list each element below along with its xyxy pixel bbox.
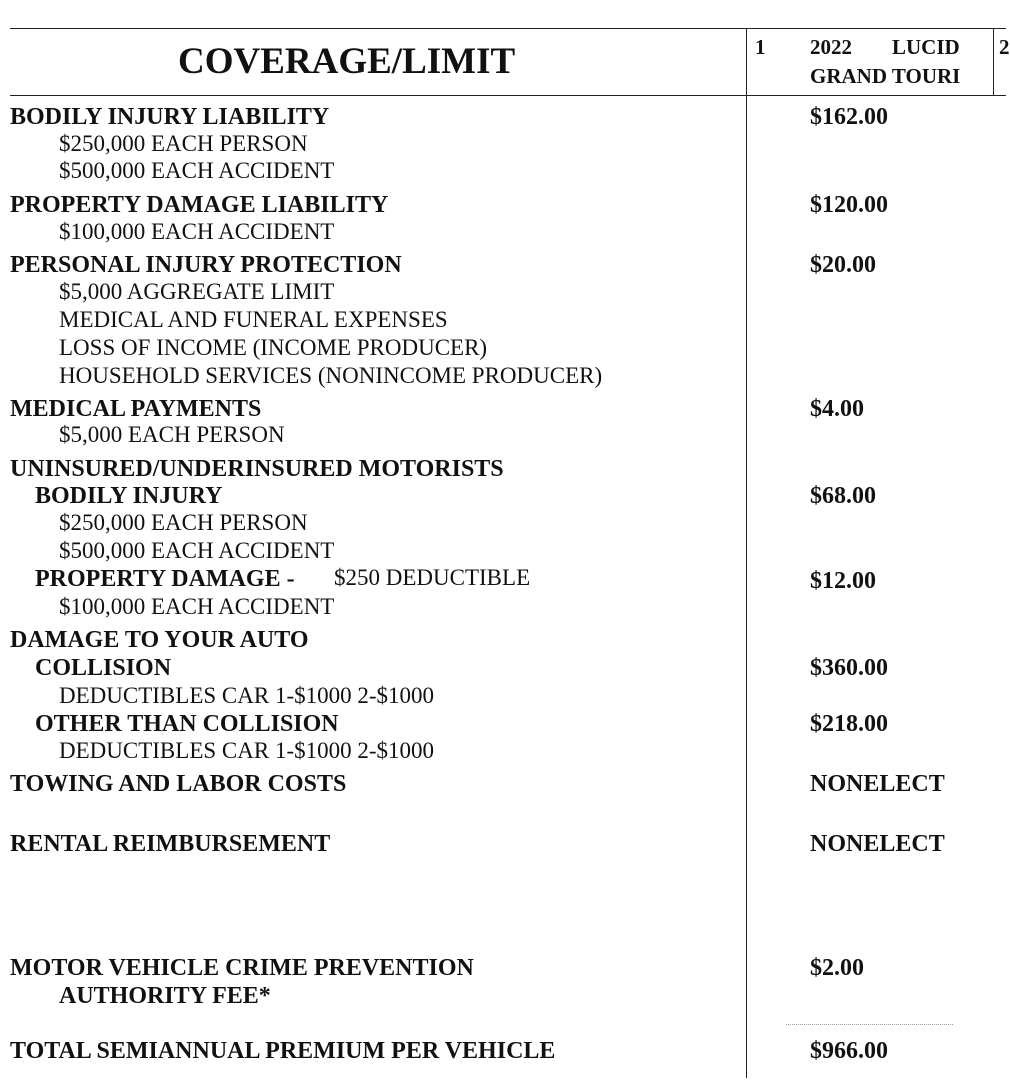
rental-premium: NONELECT (810, 831, 945, 857)
medical-payments-title: MEDICAL PAYMENTS (10, 396, 262, 422)
pip-aggregate-limit: $5,000 AGGREGATE LIMIT (59, 279, 335, 304)
column-divider-1 (746, 28, 747, 1078)
vehicle-make: LUCID (892, 35, 960, 59)
bodily-injury-limit-accident: $500,000 EACH ACCIDENT (59, 158, 335, 183)
um-bodily-injury-title: BODILY INJURY (35, 483, 223, 509)
vehicle-number-1: 1 (755, 35, 766, 59)
pip-medical-funeral: MEDICAL AND FUNERAL EXPENSES (59, 307, 448, 332)
towing-premium: NONELECT (810, 771, 945, 797)
um-bi-limit-accident: $500,000 EACH ACCIDENT (59, 538, 335, 563)
crime-prevention-fee-subtitle: AUTHORITY FEE* (59, 983, 271, 1009)
page-title: COVERAGE/LIMIT (178, 41, 516, 82)
header-top-rule (10, 28, 1006, 29)
collision-deductibles: DEDUCTIBLES CAR 1-$1000 2-$1000 (59, 683, 435, 708)
vehicle-model: GRAND TOURI (810, 64, 961, 88)
pip-title: PERSONAL INJURY PROTECTION (10, 252, 402, 278)
rental-title: RENTAL REIMBURSEMENT (10, 831, 331, 857)
otc-deductibles: DEDUCTIBLES CAR 1-$1000 2-$1000 (59, 738, 435, 763)
pip-loss-of-income: LOSS OF INCOME (INCOME PRODUCER) (59, 335, 488, 360)
um-property-damage-title: PROPERTY DAMAGE - (35, 566, 295, 592)
property-damage-title: PROPERTY DAMAGE LIABILITY (10, 192, 389, 218)
vehicle-year: 2022 (810, 35, 852, 59)
um-pd-premium: $12.00 (810, 568, 876, 594)
vehicle-number-2: 2 (999, 35, 1010, 59)
crime-prevention-fee-premium: $2.00 (810, 955, 864, 981)
bodily-injury-premium: $162.00 (810, 104, 888, 130)
pip-premium: $20.00 (810, 252, 876, 278)
collision-title: COLLISION (35, 655, 172, 681)
property-damage-premium: $120.00 (810, 192, 888, 218)
bodily-injury-title: BODILY INJURY LIABILITY (10, 104, 330, 130)
towing-title: TOWING AND LABOR COSTS (10, 771, 347, 797)
um-bi-limit-person: $250,000 EACH PERSON (59, 510, 308, 535)
um-pd-deductible: $250 DEDUCTIBLE (334, 565, 531, 590)
damage-title: DAMAGE TO YOUR AUTO (10, 627, 309, 653)
other-than-collision-title: OTHER THAN COLLISION (35, 711, 339, 737)
column-divider-2 (993, 28, 994, 96)
property-damage-limit: $100,000 EACH ACCIDENT (59, 219, 335, 244)
um-pd-limit: $100,000 EACH ACCIDENT (59, 594, 335, 619)
crime-prevention-fee-title: MOTOR VEHICLE CRIME PREVENTION (10, 955, 474, 981)
medical-payments-limit: $5,000 EACH PERSON (59, 422, 285, 447)
otc-premium: $218.00 (810, 711, 888, 737)
medical-payments-premium: $4.00 (810, 396, 864, 422)
pip-household-services: HOUSEHOLD SERVICES (NONINCOME PRODUCER) (59, 363, 603, 388)
collision-premium: $360.00 (810, 655, 888, 681)
total-title: TOTAL SEMIANNUAL PREMIUM PER VEHICLE (10, 1038, 556, 1064)
um-title: UNINSURED/UNDERINSURED MOTORISTS (10, 456, 504, 482)
bodily-injury-limit-person: $250,000 EACH PERSON (59, 131, 308, 156)
header-bottom-rule (10, 95, 1006, 96)
total-premium: $966.00 (810, 1038, 888, 1064)
total-separator (786, 1024, 953, 1025)
um-bi-premium: $68.00 (810, 483, 876, 509)
